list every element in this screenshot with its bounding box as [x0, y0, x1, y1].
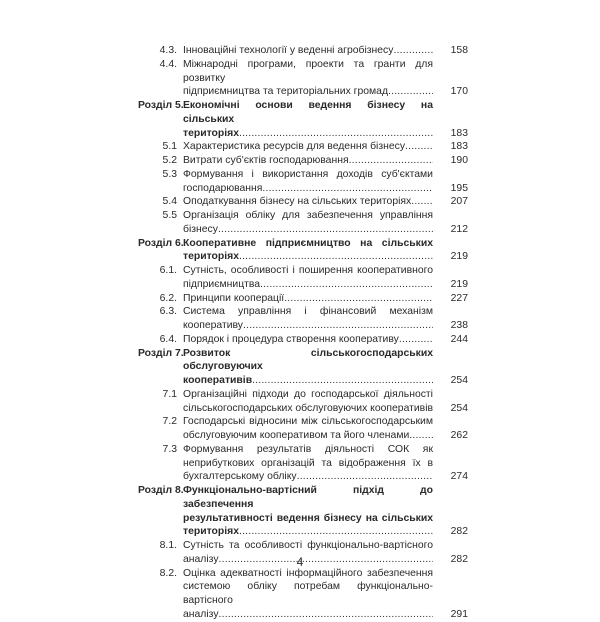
entry-title-text: бухгалтерському обліку — [183, 471, 297, 483]
entry-title — [183, 333, 433, 347]
entry-title-text: господарювання — [183, 182, 263, 194]
entry-title-text: територіях — [183, 251, 239, 263]
entry-title-last-line — [183, 154, 433, 168]
entry-title-line: Сутність, особливості і поширення кооперативного — [183, 265, 433, 276]
entry-title-text: кооперативу — [183, 320, 244, 331]
page-reference: 274 — [450, 471, 468, 483]
entry-title-line: Економічні основи ведення бізнесу на сільських — [183, 100, 433, 125]
entry-title-last-line — [183, 608, 433, 622]
entry-title-text: кооперативів — [183, 375, 253, 386]
entry-title-text: Принципи кооперації — [183, 292, 285, 304]
chapter-number: Розділ 6. — [138, 237, 184, 249]
page-reference: 195 — [450, 182, 468, 194]
entry-title-line: результативності ведення бізнесу на сільських — [183, 512, 433, 524]
page-reference: 170 — [450, 86, 468, 98]
entry-title — [183, 347, 433, 388]
entry-title-line: Організація обліку для забезпечення управління — [183, 210, 433, 221]
entry-title-last-line — [183, 319, 433, 333]
page-reference: 291 — [450, 608, 468, 620]
entry-title-last-line — [183, 278, 433, 292]
entry-title-text: аналізу — [183, 553, 219, 565]
section-number: 7.1 — [162, 388, 177, 400]
entry-title-line: Організаційні підходи до господарської діяльності — [183, 388, 433, 400]
toc-chapter-entry — [128, 237, 468, 265]
dot-leader — [349, 154, 433, 168]
page-reference: 219 — [450, 251, 468, 263]
dot-leader — [388, 85, 433, 99]
entry-title — [183, 484, 433, 539]
toc-section-entry — [128, 168, 468, 196]
entry-title — [183, 44, 433, 58]
dot-leader — [218, 223, 433, 237]
section-number: 6.2. — [159, 292, 177, 304]
entry-title-last-line — [183, 429, 433, 443]
toc-chapter-entry — [128, 484, 468, 539]
entry-title-last-line — [183, 195, 433, 209]
page-reference: 190 — [450, 155, 468, 166]
entry-title-last-line — [183, 292, 433, 306]
section-number: 4.4. — [159, 58, 177, 70]
entry-title-text: обслуговуючим кооперативом та його членами — [183, 430, 410, 441]
entry-title — [183, 195, 433, 209]
entry-title — [183, 154, 433, 168]
entry-title-last-line — [183, 182, 433, 196]
entry-title-text: бізнесу — [183, 223, 218, 235]
entry-title-text: територіях — [183, 526, 239, 538]
entry-title-line: Функціонально-вартісний підхід до забезпечення — [183, 485, 433, 510]
entry-title-last-line — [183, 127, 433, 141]
page-reference: 227 — [450, 292, 468, 304]
entry-title — [183, 264, 433, 292]
entry-title-last-line — [183, 85, 433, 99]
section-number: 5.2 — [162, 155, 177, 166]
entry-title-text: Характеристика ресурсів для ведення бізнесу — [183, 141, 406, 153]
entry-title — [183, 58, 433, 99]
entry-title-line: Оцінка адекватності інформаційного забезпечення — [183, 567, 433, 579]
page-reference: 282 — [450, 526, 468, 538]
section-number: 4.3. — [159, 45, 177, 56]
page-reference: 262 — [450, 430, 468, 441]
entry-title-line: Міжнародні програми, проекти та гранти для розвитку — [183, 58, 433, 84]
entry-title-last-line — [183, 333, 433, 347]
toc-section-entry — [128, 140, 468, 154]
chapter-number: Розділ 8. — [138, 485, 184, 496]
entry-title — [183, 168, 433, 196]
entry-title-last-line — [183, 223, 433, 237]
section-number: 5.4 — [162, 196, 177, 208]
entry-title-line: Господарські відносини між сільськогосподарським — [183, 416, 433, 428]
entry-title-line: Кооперативне підприємництво на сільських — [183, 237, 433, 249]
section-number: 6.1. — [159, 265, 177, 276]
entry-title — [183, 305, 433, 333]
page-reference: 282 — [450, 553, 468, 565]
toc-section-entry — [128, 195, 468, 209]
entry-title-line: Формування результатів діяльності СОК як — [183, 443, 433, 455]
entry-title-line: Система управління і фінансовий механізм — [183, 306, 433, 318]
chapter-number: Розділ 7. — [138, 347, 184, 359]
toc-chapter-entry — [128, 99, 468, 140]
entry-title — [183, 443, 433, 484]
dot-leader — [219, 608, 433, 622]
toc-section-entry — [128, 333, 468, 347]
entry-title-last-line — [183, 470, 433, 484]
section-number: 5.3 — [162, 168, 177, 180]
page-number: 4 — [296, 555, 304, 569]
entry-title — [183, 567, 433, 622]
entry-title — [183, 237, 433, 265]
toc-section-entry — [128, 292, 468, 306]
page-reference: 254 — [450, 375, 468, 386]
entry-title-last-line — [183, 140, 433, 154]
entry-title-last-line — [183, 44, 433, 58]
section-number: 6.4. — [159, 333, 177, 345]
toc-section-entry — [128, 264, 468, 292]
entry-title-text: підприємництва та територіальних громад — [183, 86, 389, 98]
dot-leader — [252, 374, 433, 388]
page-reference: 244 — [450, 333, 468, 345]
section-number: 7.3 — [162, 443, 177, 455]
dot-leader — [411, 195, 433, 209]
entry-title-text: Витрати суб'єктів господарювання — [183, 155, 349, 166]
entry-title-text: Інноваційні технології у веденні агробізнесу — [183, 45, 394, 56]
page-reference: 219 — [450, 278, 468, 290]
dot-leader — [243, 319, 433, 333]
entry-title — [183, 388, 433, 416]
toc-section-entry — [128, 415, 468, 443]
toc-section-entry — [128, 44, 468, 58]
page-reference: 212 — [450, 223, 468, 235]
page-reference: 183 — [450, 141, 468, 153]
dot-leader — [284, 292, 433, 306]
entry-title-last-line — [183, 402, 433, 416]
entry-title-line: Розвиток сільськогосподарських обслуговуючих — [183, 347, 433, 373]
entry-title — [183, 140, 433, 154]
section-number: 8.1. — [159, 540, 177, 551]
toc-chapter-entry — [128, 347, 468, 388]
dot-leader — [393, 44, 433, 58]
entry-title-last-line — [183, 374, 433, 388]
entry-title-line: Формування і використання доходів суб'єктами — [183, 168, 433, 180]
entry-title-line: Сутність та особливості функціонально-вартісного — [183, 540, 433, 551]
entry-title-text: аналізу — [183, 608, 219, 620]
dot-leader — [409, 429, 433, 443]
entry-title-line: системою обліку потребам функціонально-вартісного — [183, 581, 433, 606]
entry-title-text: підприємництва — [183, 278, 261, 290]
entry-title-last-line — [183, 250, 433, 264]
entry-title-line: неприбуткових організацій та відображення їх в — [183, 457, 433, 469]
chapter-number: Розділ 5. — [138, 100, 184, 111]
entry-title — [183, 209, 433, 237]
toc-section-entry — [128, 388, 468, 416]
page-reference: 207 — [450, 196, 468, 208]
dot-leader — [399, 333, 433, 347]
entry-title-text: сільськогосподарських обслуговуючих кооперативів — [183, 402, 434, 414]
table-of-contents — [128, 44, 468, 622]
entry-title-text: Порядок і процедура створення кооперативу — [183, 333, 399, 345]
entry-title — [183, 99, 433, 140]
section-number: 5.5 — [162, 210, 177, 221]
entry-title-text: Оподаткування бізнесу на сільських територіях — [183, 196, 412, 208]
dot-leader — [405, 140, 433, 154]
toc-section-entry — [128, 305, 468, 333]
page-reference: 183 — [450, 127, 468, 139]
page-reference: 238 — [450, 320, 468, 331]
dot-leader — [262, 182, 433, 196]
entry-title — [183, 415, 433, 443]
toc-section-entry — [128, 443, 468, 484]
section-number: 5.1 — [162, 141, 177, 153]
toc-section-entry — [128, 567, 468, 622]
section-number: 8.2. — [159, 567, 177, 579]
dot-leader — [260, 278, 433, 292]
toc-section-entry — [128, 58, 468, 99]
dot-leader — [239, 525, 433, 539]
toc-section-entry — [128, 154, 468, 168]
dot-leader — [239, 127, 433, 141]
section-number: 6.3. — [159, 306, 177, 318]
entry-title-text: територіях — [183, 127, 239, 139]
toc-section-entry — [128, 209, 468, 237]
section-number: 7.2 — [162, 416, 177, 428]
entry-title — [183, 292, 433, 306]
entry-title-last-line — [183, 525, 433, 539]
page-reference: 254 — [450, 402, 468, 414]
dot-leader — [239, 250, 433, 264]
dot-leader — [297, 470, 433, 484]
page-reference: 158 — [450, 45, 468, 56]
